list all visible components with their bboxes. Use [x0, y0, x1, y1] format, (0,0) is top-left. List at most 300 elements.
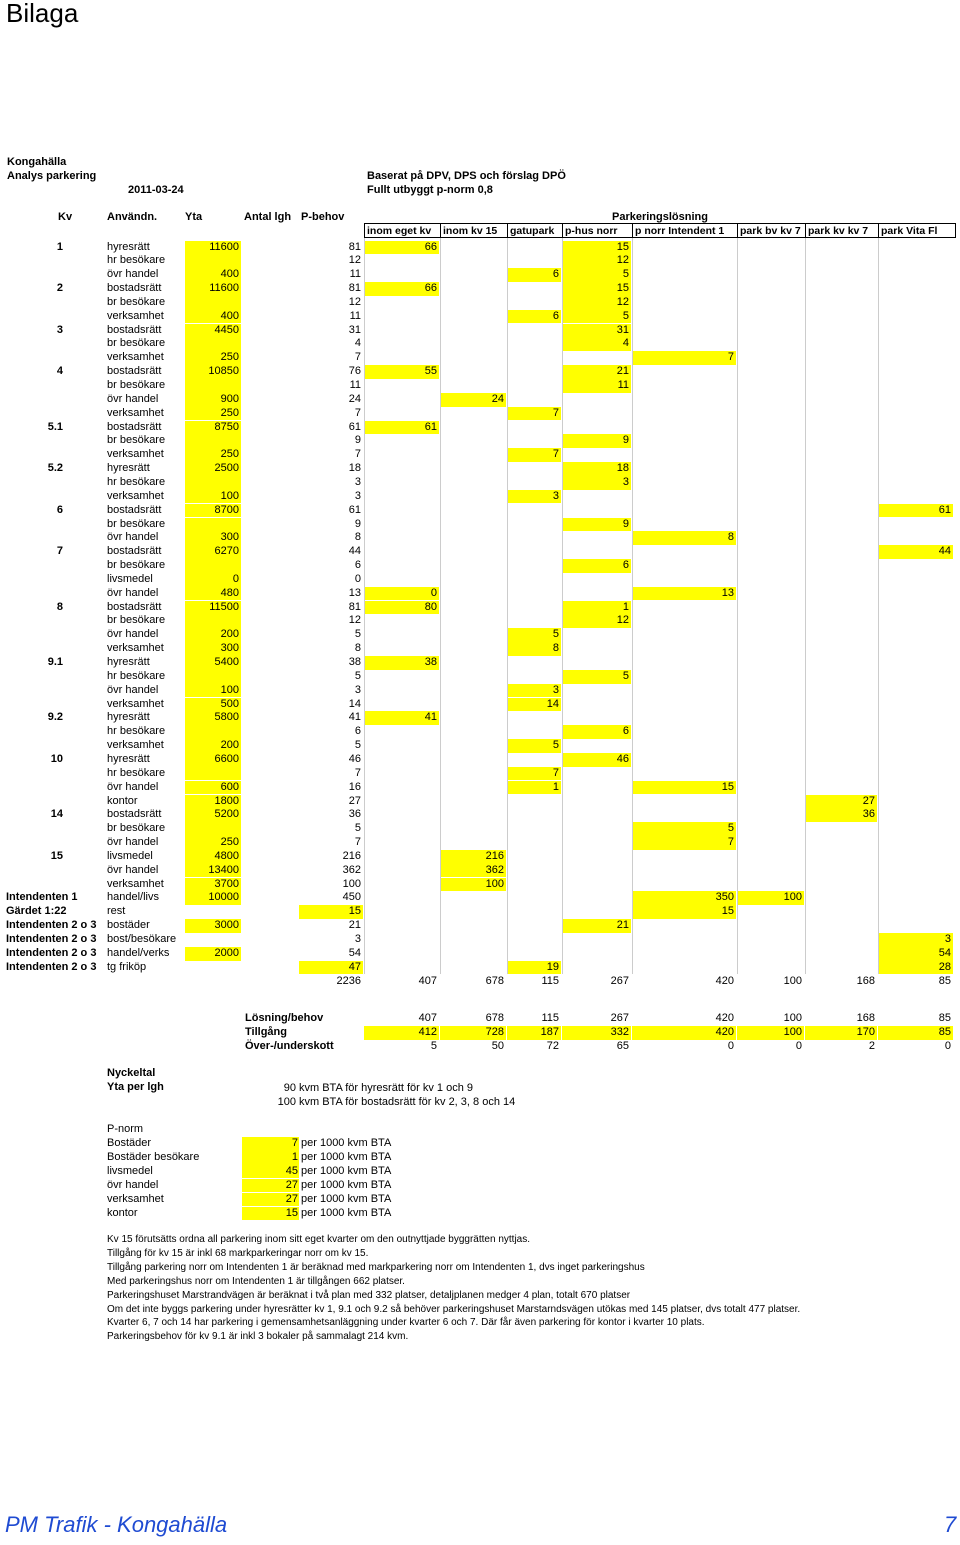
table-cell: [364, 878, 439, 892]
table-cell: [507, 337, 561, 351]
table-cell: [632, 711, 736, 725]
table-cell: [878, 476, 953, 490]
table-cell: 0: [185, 573, 241, 587]
table-cell: [632, 684, 736, 698]
table-cell: 16: [348, 780, 361, 793]
table-cell: [632, 808, 736, 822]
table-cell: 15: [299, 905, 363, 919]
table-cell: [562, 393, 631, 407]
table-cell: [185, 476, 241, 490]
table-cell: 6: [354, 725, 361, 738]
table-cell: 6: [354, 559, 361, 572]
table-cell: [878, 711, 953, 725]
table-cell: 15: [562, 282, 631, 296]
table-cell: 15: [632, 781, 736, 795]
table-cell: [364, 545, 439, 559]
header-p-behov: P-behov: [301, 211, 345, 223]
table-cell: [632, 753, 736, 767]
table-cell: [507, 822, 561, 836]
table-cell: [805, 878, 877, 892]
table-cell: [878, 601, 953, 615]
table-cell: [737, 490, 804, 504]
pnorm-label: verksamhet: [107, 1192, 164, 1205]
table-cell: 6: [562, 559, 631, 573]
table-cell: [507, 836, 561, 850]
table-cell: 31: [562, 324, 631, 338]
table-cell: [242, 421, 298, 435]
table-cell: [364, 947, 439, 961]
table-cell: [242, 850, 298, 864]
table-cell: 4: [562, 337, 631, 351]
pnorm-label: livsmedel: [107, 1164, 153, 1177]
table-cell: [562, 795, 631, 809]
table-cell: [364, 822, 439, 836]
header-divider: [878, 223, 879, 238]
table-cell: [737, 241, 804, 255]
table-cell: [562, 947, 631, 961]
table-cell: [737, 767, 804, 781]
table-cell: [878, 587, 953, 601]
table-cell: [878, 698, 953, 712]
table-cell: [440, 614, 506, 628]
table-cell: [364, 628, 439, 642]
analysis-label: Analys parkering: [7, 170, 97, 182]
table-cell: 100: [342, 877, 361, 890]
table-cell: [4, 573, 65, 587]
sub-header: inom kv 15: [443, 225, 498, 237]
table-cell: [4, 476, 65, 490]
table-cell: [878, 337, 953, 351]
table-cell: br besökare: [107, 822, 166, 835]
table-cell: [737, 795, 804, 809]
total-cell: 407: [418, 974, 437, 987]
table-cell: [507, 365, 561, 379]
table-cell: [440, 282, 506, 296]
table-cell: Intendenten 2 o 3: [6, 919, 97, 932]
table-cell: [737, 573, 804, 587]
table-cell: 5: [507, 628, 561, 642]
column-rule: [737, 238, 738, 974]
table-cell: [364, 434, 439, 448]
table-cell: [805, 933, 877, 947]
table-cell: [878, 656, 953, 670]
table-cell: [185, 933, 241, 947]
header-divider: [507, 223, 508, 238]
table-cell: [562, 961, 631, 975]
table-cell: [805, 337, 877, 351]
table-cell: [440, 781, 506, 795]
table-cell: [562, 407, 631, 421]
table-cell: [364, 767, 439, 781]
table-cell: [878, 905, 953, 919]
table-cell: [364, 684, 439, 698]
table-cell: [805, 670, 877, 684]
table-cell: [632, 407, 736, 421]
table-cell: [878, 407, 953, 421]
note-line: Kv 15 förutsätts ordna all parkering inom sitt eget kvarter om den outnyttjade byggrätten nyttjas.: [107, 1234, 531, 1245]
table-cell: 3: [354, 683, 361, 696]
table-cell: rest: [107, 905, 126, 918]
table-cell: [805, 850, 877, 864]
table-cell: [440, 739, 506, 753]
table-cell: [805, 587, 877, 601]
table-cell: [440, 891, 506, 905]
table-cell: [440, 919, 506, 933]
table-cell: [737, 365, 804, 379]
table-cell: [805, 268, 877, 282]
table-cell: bostadsrätt: [107, 545, 162, 558]
table-cell: [562, 490, 631, 504]
note-line: Om det inte byggs parkering under hyresrätter kv 1, 9.1 och 9.2 så behöver parkeringshuset Marstarndsvägen utökas med 145 platser, dvs totalt 477 platser.: [107, 1303, 801, 1315]
table-cell: [562, 351, 631, 365]
table-cell: [632, 518, 736, 532]
table-cell: [878, 878, 953, 892]
table-cell: övr handel: [107, 586, 159, 599]
note-line: Parkeringshuset Marstrandvägen är beräknat i två plan med 332 platser, detaljplanen medger 4 plan, totalt 670 platser: [107, 1289, 631, 1301]
table-cell: [4, 781, 65, 795]
table-cell: [562, 836, 631, 850]
summary-cell: 267: [610, 1012, 629, 1024]
table-cell: br besökare: [107, 379, 166, 391]
header-parkeringslosning: Parkeringslösning: [612, 211, 708, 223]
table-cell: [737, 739, 804, 753]
table-cell: [4, 310, 65, 324]
table-cell: 480: [185, 587, 241, 601]
table-cell: [440, 684, 506, 698]
table-cell: [242, 767, 298, 781]
table-cell: [364, 559, 439, 573]
table-cell: [4, 407, 65, 421]
table-cell: [364, 518, 439, 532]
table-cell: [805, 601, 877, 615]
table-cell: 47: [299, 961, 363, 975]
table-cell: [805, 518, 877, 532]
table-cell: [507, 919, 561, 933]
table-cell: [632, 656, 736, 670]
table-cell: [242, 711, 298, 725]
table-cell: [805, 947, 877, 961]
table-cell: [242, 753, 298, 767]
header-divider: [632, 223, 633, 238]
table-cell: 9: [354, 434, 361, 447]
table-cell: [4, 559, 65, 573]
table-cell: [242, 296, 298, 310]
table-cell: 0: [364, 587, 439, 601]
note-line: Tillgång för kv 15 är inkl 68 markparkeringar norr om kv 15.: [107, 1247, 369, 1259]
table-cell: 100: [185, 490, 241, 504]
table-cell: [507, 891, 561, 905]
table-cell: [805, 448, 877, 462]
table-cell: 362: [440, 864, 506, 878]
table-cell: [737, 282, 804, 296]
table-cell: [878, 268, 953, 282]
table-cell: 81: [348, 282, 361, 295]
table-cell: hyresrätt: [107, 240, 150, 253]
table-cell: [364, 961, 439, 975]
header-rule: [364, 223, 956, 224]
table-cell: 1: [56, 240, 63, 253]
table-cell: [364, 531, 439, 545]
table-cell: [440, 753, 506, 767]
table-cell: [364, 614, 439, 628]
sub-header: p-hus norr: [565, 225, 618, 237]
table-cell: [562, 739, 631, 753]
summary-cell: 50: [491, 1040, 504, 1052]
table-cell: [562, 656, 631, 670]
table-cell: 6: [562, 725, 631, 739]
table-cell: [364, 324, 439, 338]
table-cell: [364, 670, 439, 684]
table-cell: [4, 614, 65, 628]
table-cell: [562, 808, 631, 822]
table-cell: 200: [185, 628, 241, 642]
table-cell: 61: [348, 503, 361, 516]
table-cell: [364, 642, 439, 656]
table-cell: [737, 614, 804, 628]
table-cell: handel/livs: [107, 891, 159, 904]
table-cell: 11: [349, 309, 361, 322]
table-cell: [4, 587, 65, 601]
table-cell: [440, 448, 506, 462]
table-cell: Intendenten 1: [6, 891, 78, 904]
table-cell: [878, 836, 953, 850]
table-cell: [805, 241, 877, 255]
table-cell: [878, 448, 953, 462]
table-cell: [440, 601, 506, 615]
table-cell: [440, 365, 506, 379]
table-cell: 5: [562, 310, 631, 324]
sub-header: park Vita Fl: [881, 225, 938, 237]
table-cell: [562, 684, 631, 698]
table-cell: [507, 504, 561, 518]
table-cell: [440, 531, 506, 545]
table-cell: [440, 808, 506, 822]
table-cell: [242, 684, 298, 698]
table-cell: Intendenten 2 o 3: [6, 946, 97, 959]
table-cell: br besökare: [107, 517, 166, 530]
table-cell: [805, 393, 877, 407]
table-cell: [562, 850, 631, 864]
table-cell: [878, 365, 953, 379]
total-cell: 267: [610, 974, 629, 987]
table-cell: [440, 379, 506, 393]
table-cell: verksamhet: [107, 877, 164, 890]
table-cell: [632, 462, 736, 476]
pnorm-value: 1: [242, 1151, 299, 1165]
table-cell: [242, 407, 298, 421]
table-cell: [242, 254, 298, 268]
table-cell: 4800: [185, 850, 241, 864]
table-cell: 15: [632, 905, 736, 919]
table-cell: 600: [185, 781, 241, 795]
table-cell: [878, 351, 953, 365]
table-cell: 3: [507, 684, 561, 698]
table-cell: 5200: [185, 808, 241, 822]
table-cell: [805, 864, 877, 878]
table-cell: [632, 919, 736, 933]
table-cell: [4, 268, 65, 282]
table-cell: [805, 559, 877, 573]
table-cell: 0: [354, 572, 361, 585]
table-cell: 11: [349, 379, 361, 391]
table-cell: [507, 531, 561, 545]
table-cell: 54: [878, 947, 953, 961]
table-cell: [632, 393, 736, 407]
table-cell: [737, 670, 804, 684]
table-cell: [805, 476, 877, 490]
table-cell: [878, 434, 953, 448]
column-rule: [440, 238, 441, 974]
table-cell: [507, 421, 561, 435]
table-cell: [878, 531, 953, 545]
header-kv: Kv: [58, 211, 73, 223]
table-cell: [507, 587, 561, 601]
project-name: Kongahälla: [7, 156, 67, 168]
table-cell: 66: [364, 241, 439, 255]
table-cell: [805, 711, 877, 725]
table-cell: [805, 698, 877, 712]
table-cell: [805, 545, 877, 559]
summary-cell: 2: [868, 1040, 875, 1052]
header-anvandning: Användn.: [107, 211, 158, 223]
table-cell: [440, 407, 506, 421]
note-line: Parkeringsbehov för kv 9.1 är inkl 3 bokaler på sammalagt 214 kvm.: [107, 1331, 409, 1343]
table-cell: 9: [562, 518, 631, 532]
table-cell: [632, 545, 736, 559]
table-cell: [878, 559, 953, 573]
table-cell: [878, 462, 953, 476]
table-cell: [737, 587, 804, 601]
table-cell: 400: [185, 310, 241, 324]
table-cell: [440, 836, 506, 850]
table-cell: [507, 545, 561, 559]
table-cell: [737, 324, 804, 338]
table-cell: Gärdet 1:22: [6, 905, 67, 918]
table-cell: [364, 836, 439, 850]
table-cell: [185, 559, 241, 573]
table-cell: [737, 296, 804, 310]
table-cell: 7: [507, 767, 561, 781]
table-cell: 250: [185, 351, 241, 365]
column-rule: [878, 238, 879, 974]
table-cell: [737, 545, 804, 559]
table-cell: 100: [185, 684, 241, 698]
table-cell: 5400: [185, 656, 241, 670]
table-cell: [242, 698, 298, 712]
table-cell: [562, 642, 631, 656]
table-cell: Intendenten 2 o 3: [6, 933, 97, 945]
table-cell: [364, 337, 439, 351]
table-cell: [364, 490, 439, 504]
table-cell: [242, 739, 298, 753]
table-cell: [440, 711, 506, 725]
table-cell: [185, 670, 241, 684]
table-cell: 2500: [185, 462, 241, 476]
table-cell: [4, 393, 65, 407]
table-cell: [440, 545, 506, 559]
table-cell: [737, 850, 804, 864]
table-cell: 7: [354, 448, 361, 461]
table-cell: [632, 365, 736, 379]
table-cell: hr besökare: [107, 475, 166, 488]
table-cell: [878, 850, 953, 864]
table-cell: [737, 421, 804, 435]
table-cell: [737, 448, 804, 462]
summary-cell: 65: [616, 1040, 629, 1052]
table-cell: 2: [56, 282, 63, 295]
table-cell: [242, 310, 298, 324]
table-cell: 5800: [185, 711, 241, 725]
table-cell: [364, 933, 439, 947]
table-cell: [440, 351, 506, 365]
table-cell: 216: [342, 849, 361, 862]
table-cell: [440, 462, 506, 476]
table-cell: verksamhet: [107, 697, 164, 710]
table-cell: [737, 808, 804, 822]
table-cell: [562, 504, 631, 518]
table-cell: [364, 891, 439, 905]
table-cell: 5: [354, 822, 361, 835]
table-cell: 12: [562, 254, 631, 268]
table-cell: [440, 559, 506, 573]
table-cell: [632, 490, 736, 504]
table-cell: verksamhet: [107, 448, 164, 461]
table-cell: 4: [354, 337, 361, 350]
table-cell: 3700: [185, 878, 241, 892]
table-cell: 24: [348, 392, 361, 405]
table-cell: 3: [354, 475, 361, 488]
table-cell: 24: [440, 393, 506, 407]
table-cell: [878, 864, 953, 878]
table-cell: [805, 656, 877, 670]
table-cell: [632, 476, 736, 490]
table-cell: [562, 767, 631, 781]
table-cell: övr handel: [107, 836, 159, 849]
table-cell: [440, 698, 506, 712]
table-cell: [562, 905, 631, 919]
summary-cell: 420: [632, 1026, 736, 1040]
table-cell: [737, 601, 804, 615]
table-cell: 3: [878, 933, 953, 947]
pnorm-value: 7: [242, 1137, 299, 1151]
table-cell: 11500: [185, 601, 241, 615]
table-cell: [805, 614, 877, 628]
table-cell: [242, 351, 298, 365]
summary-cell: 728: [440, 1026, 506, 1040]
header-divider: [562, 223, 563, 238]
table-cell: [185, 822, 241, 836]
pnorm-value: 27: [242, 1179, 299, 1193]
table-cell: [185, 296, 241, 310]
table-cell: [878, 379, 953, 393]
table-cell: [242, 504, 298, 518]
table-cell: 4: [56, 365, 63, 378]
table-cell: [185, 518, 241, 532]
table-cell: [440, 504, 506, 518]
table-cell: [878, 241, 953, 255]
table-cell: 5: [354, 669, 361, 682]
table-cell: [737, 642, 804, 656]
table-cell: [4, 490, 65, 504]
column-rule: [562, 238, 563, 974]
keyfigures-title: Nyckeltal: [107, 1067, 156, 1079]
pnorm-label: övr handel: [107, 1178, 159, 1191]
table-cell: 216: [440, 850, 506, 864]
table-cell: [878, 795, 953, 809]
table-cell: verksamhet: [107, 406, 164, 419]
table-cell: 36: [805, 808, 877, 822]
table-cell: [805, 628, 877, 642]
